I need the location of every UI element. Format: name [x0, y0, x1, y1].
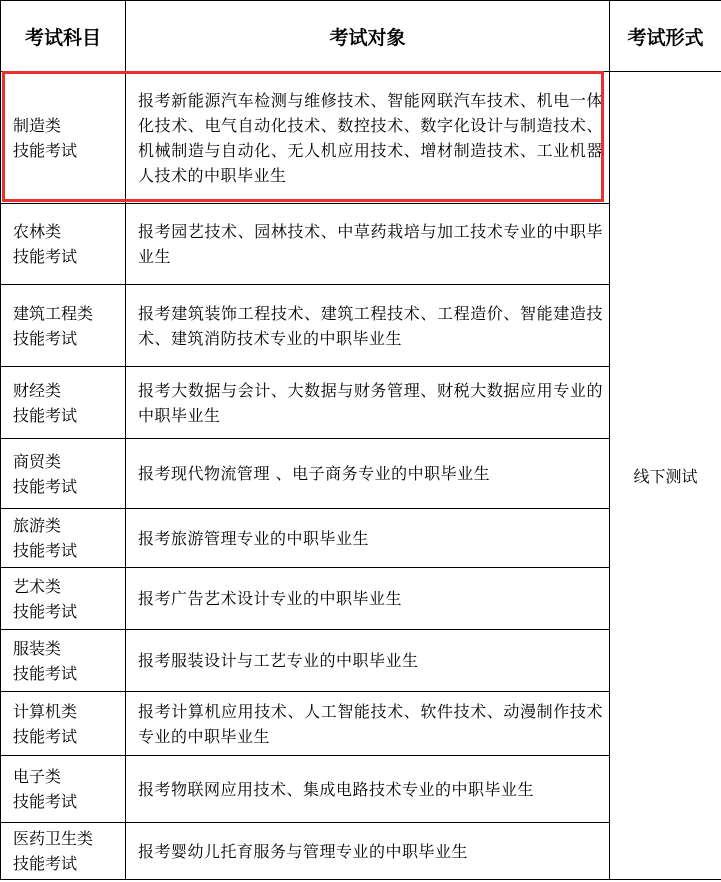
subject-suffix: 技能考试 [13, 328, 78, 348]
subject-cell [1, 630, 126, 692]
exam-format-cell: 线下测试 [610, 72, 721, 880]
header-format: 考试形式 [610, 1, 721, 72]
subject-suffix: 技能考试 [13, 541, 78, 560]
subject-cell [1, 439, 126, 509]
subject-suffix: 技能考试 [13, 854, 78, 873]
subject-cell [1, 509, 126, 568]
subject-cell [1, 692, 126, 756]
subject-cell [1, 204, 126, 285]
subject-suffix: 技能考试 [13, 601, 78, 621]
subject-cell [1, 367, 126, 439]
subject-name: 商贸类 [13, 451, 62, 471]
table-row [1, 72, 721, 204]
header-subject: 考试科目 [1, 1, 126, 72]
header-row [1, 1, 721, 72]
target-cell: 报考建筑装饰工程技术、建筑工程技术、工程造价、智能建造技术、建筑消防技术专业的中职毕业生 [126, 285, 610, 367]
subject-name: 建筑工程类 [13, 303, 94, 323]
subject-suffix: 技能考试 [13, 405, 78, 425]
subject-cell [1, 568, 126, 630]
header-target: 考试对象 [126, 1, 610, 72]
target-cell: 报考计算机应用技术、人工智能技术、软件技术、动漫制作技术专业的中职毕业生 [126, 692, 610, 756]
subject-suffix: 技能考试 [13, 247, 78, 266]
target-cell: 报考新能源汽车检测与维修技术、智能网联汽车技术、机电一体化技术、电气自动化技术、数控技术、数字化设计与制造技术、机械制造与自动化、无人机应用技术、增材制造技术、工业机器人技术的中职毕业生 [126, 72, 610, 204]
subject-name: 旅游类 [13, 516, 62, 535]
subject-name: 艺术类 [13, 576, 62, 596]
subject-suffix: 技能考试 [13, 726, 78, 746]
subject-cell [1, 823, 126, 880]
subject-cell [1, 72, 126, 204]
subject-name: 计算机类 [13, 701, 78, 721]
subject-cell [1, 285, 126, 367]
subject-suffix: 技能考试 [13, 140, 78, 160]
target-cell: 报考广告艺术设计专业的中职毕业生 [126, 568, 610, 630]
subject-suffix: 技能考试 [13, 663, 78, 683]
target-cell: 报考婴幼儿托育服务与管理专业的中职毕业生 [126, 823, 610, 880]
subject-name: 电子类 [13, 767, 62, 786]
target-cell: 报考旅游管理专业的中职毕业生 [126, 509, 610, 568]
subject-name: 制造类 [13, 115, 62, 135]
target-cell: 报考现代物流管理 、电子商务专业的中职毕业生 [126, 439, 610, 509]
target-cell: 报考大数据与会计、大数据与财务管理、财税大数据应用专业的中职毕业生 [126, 367, 610, 439]
subject-name: 农林类 [13, 222, 62, 241]
target-cell: 报考物联网应用技术、集成电路技术专业的中职毕业生 [126, 756, 610, 823]
subject-suffix: 技能考试 [13, 476, 78, 496]
subject-cell [1, 756, 126, 823]
subject-suffix: 技能考试 [13, 792, 78, 811]
subject-name: 财经类 [13, 380, 62, 400]
subject-name: 医药卫生类 [13, 829, 94, 848]
subject-name: 服装类 [13, 638, 62, 658]
target-cell: 报考园艺技术、园林技术、中草药栽培与加工技术专业的中职毕业生 [126, 204, 610, 285]
target-cell: 报考服装设计与工艺专业的中职毕业生 [126, 630, 610, 692]
